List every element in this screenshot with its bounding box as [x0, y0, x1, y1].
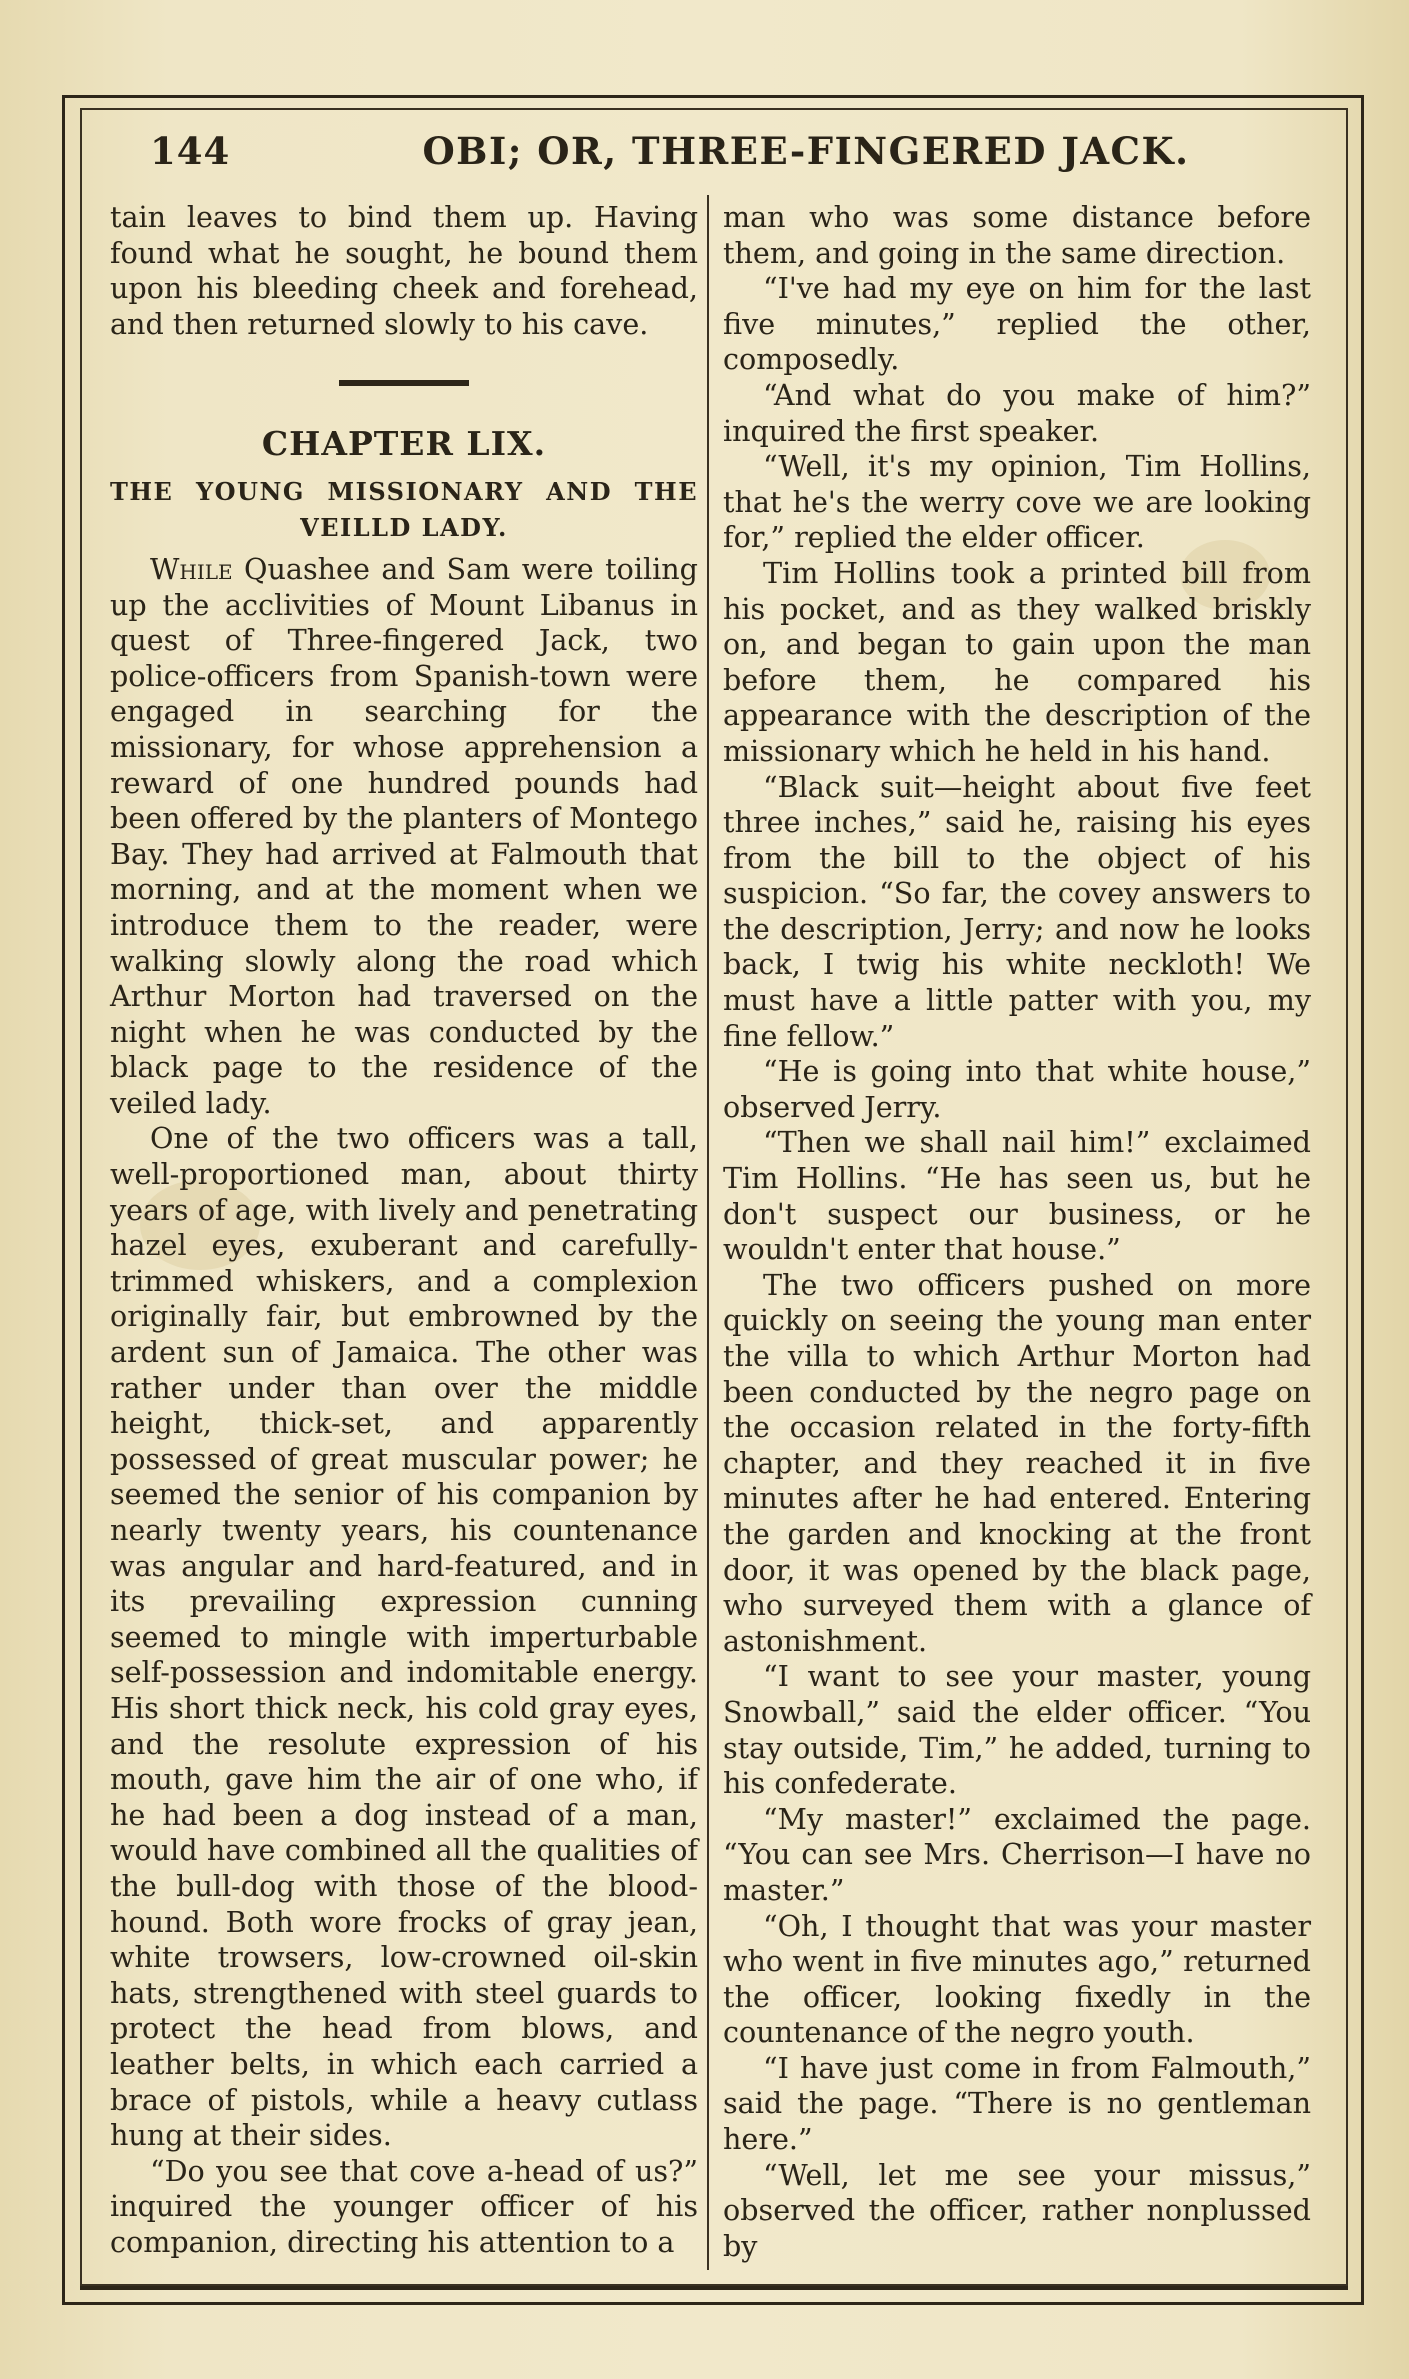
- paragraph: “Well, let me see your missus,” observed the officer, rather nonplussed by: [723, 2157, 1311, 2263]
- paragraph: One of the two officers was a tall, well-proportioned man, about thirty years of age, with lively and penetrating hazel eyes, exuberant and carefully-trimmed whiskers, and a complexion originally fair, but embrowned by the ardent sun of Jamaica. The other was rather under than over the middle height, thick-set, and apparently possessed of great muscular power; he seemed the senior of his companion by nearly twenty years, his countenance was angular and hard-featured, and in its prevailing expression cunning seemed to mingle with imperturbable self-possession and indomitable energy. His short thick neck, his cold gray eyes, and the resolute expression of his mouth, gave him the air of one who, if he had been a dog instead of a man, would have combined all the qualities of the bull-dog with those of the blood-hound. Both wore frocks of gray jean, white trowsers, low-crowned oil-skin hats, strengthened with steel guards to protect the head from blows, and leather belts, in which each carried a brace of pistols, while a heavy cutlass hung at their sides.: [110, 1121, 698, 2153]
- bottom-rule: [80, 2286, 1348, 2290]
- paragraph: “And what do you make of him?” inquired the first speaker.: [723, 377, 1311, 448]
- chapter-subtitle: THE YOUNG MISSIONARY AND THE VEILLD LADY.: [110, 476, 698, 542]
- chapter-title: CHAPTER LIX.: [261, 424, 547, 464]
- left-column: [110, 200, 698, 2260]
- paragraph: man who was some distance before them, and going in the same direction.: [723, 200, 1311, 270]
- right-column: [723, 200, 1311, 2264]
- paragraph: “I want to see your master, young Snowball,” said the elder officer. “You stay outside, Tim,” he added, turning to his confederate.: [723, 1659, 1311, 1801]
- paragraph: tain leaves to bind them up. Having found what he sought, he bound them upon his bleeding cheek and forehead, and then returned slowly to his cave.: [110, 200, 698, 341]
- lead-word: While: [150, 551, 233, 586]
- paragraph: “Well, it's my opinion, Tim Hollins, that he's the werry cove we are looking for,” replied the elder officer.: [723, 449, 1311, 555]
- section-rule: [339, 380, 469, 386]
- paragraph: “My master!” exclaimed the page. “You can see Mrs. Cherrison—I have no master.”: [723, 1801, 1311, 1907]
- paragraph: “He is going into that white house,” observed Jerry.: [723, 1054, 1311, 1124]
- column-divider: [707, 195, 709, 2270]
- page-header: [96, 125, 1336, 195]
- page-number: 144: [150, 129, 231, 173]
- running-title: OBI; OR, THREE-FINGERED JACK.: [422, 129, 1190, 173]
- paragraph: “Then we shall nail him!” exclaimed Tim Hollins. “He has seen us, but he don't suspect our business, or he wouldn't enter that house.”: [723, 1125, 1311, 1267]
- paragraph: “I have just come in from Falmouth,” said the page. “There is no gentleman here.”: [723, 2050, 1311, 2157]
- paragraph: “Oh, I thought that was your master who went in five minutes ago,” returned the officer, looking fixedly in the countenance of the negro youth.: [723, 1908, 1311, 2050]
- paragraph: The two officers pushed on more quickly on seeing the young man enter the villa to which Arthur Morton had been conducted by the negro page on the occasion related in the forty-fifth chapter, and they reached it in five minutes after he had entered. Entering the garden and knocking at the front door, it was opened by the black page, who surveyed them with a glance of astonishment.: [723, 1267, 1311, 1658]
- paragraph: “Do you see that cove a-head of us?” inquired the younger officer of his companion, directing his attention to a: [110, 2153, 698, 2259]
- paragraph-text: Quashee and Sam were toiling up the acclivities of Mount Libanus in quest of Three-fingered Jack, two police-officers from Spanish-town were engaged in searching for the missionary, for whose apprehension a reward of one hundred pounds had been offered by the planters of Montego Bay. They had arrived at Falmouth that morning, and at the moment when we introduce them to the reader, were walking slowly along the road which Arthur Morton had traversed on the night when he was conducted by the black page to the residence of the veiled lady.: [110, 551, 698, 1120]
- paragraph: [110, 552, 698, 1122]
- paragraph: “Black suit—height about five feet three inches,” said he, raising his eyes from the bill to the object of his suspicion. “So far, the covey answers to the description, Jerry; and now he looks back, I twig his white neckloth! We must have a little patter with you, my fine fellow.”: [723, 769, 1311, 1053]
- paragraph: “I've had my eye on him for the last five minutes,” replied the other, composedly.: [723, 271, 1311, 377]
- paragraph: Tim Hollins took a printed bill from his pocket, and as they walked briskly on, and began to gain upon the man before them, he compared his appearance with the description of the missionary which he held in his hand.: [723, 555, 1311, 768]
